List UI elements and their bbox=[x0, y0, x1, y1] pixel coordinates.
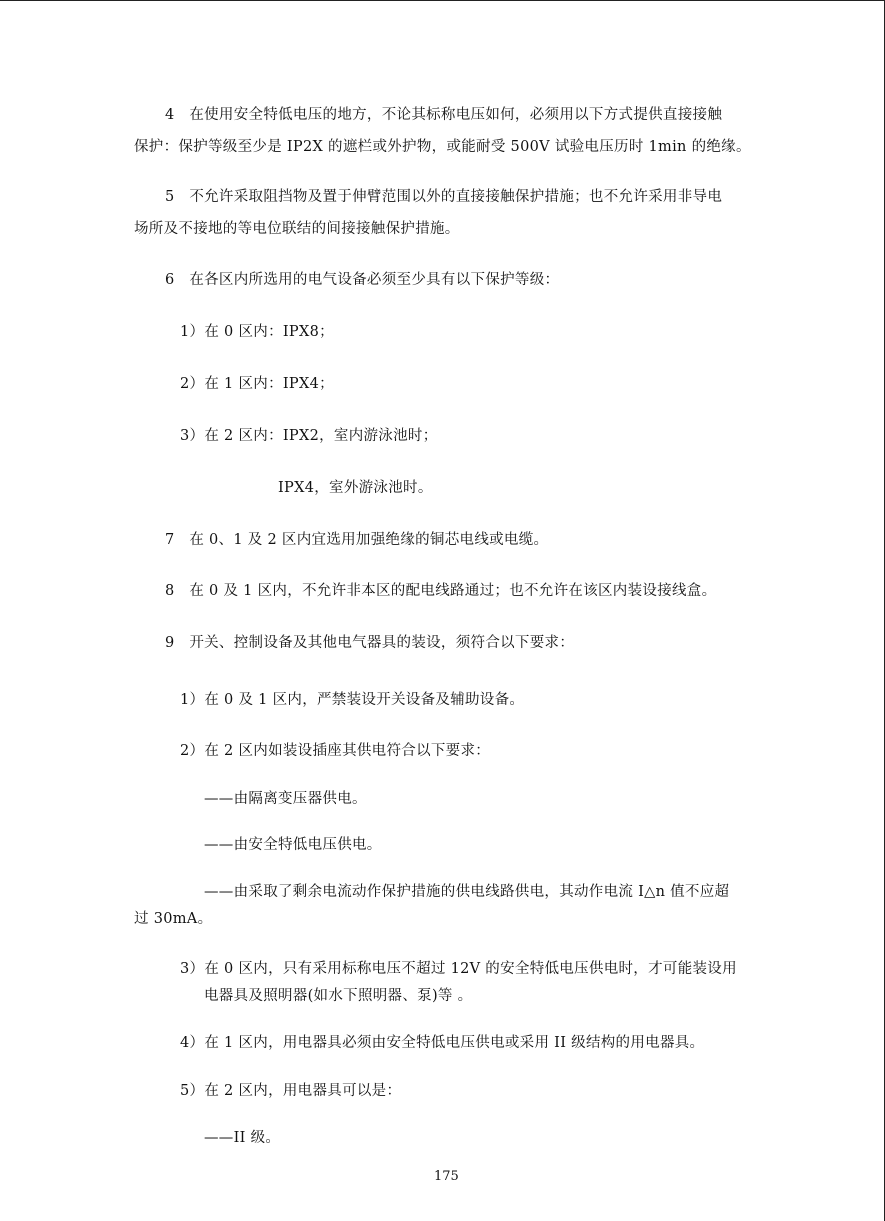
text-line: ——由采取了剩余电流动作保护措施的供电线路供电，其动作电流 I△n 值不应超 bbox=[204, 884, 730, 900]
text-line: 7 在 0、1 及 2 区内宜选用加强绝缘的铜芯电线或电缆。 bbox=[165, 532, 549, 548]
text-line: 1）在 0 及 1 区内，严禁装设开关设备及辅助设备。 bbox=[180, 692, 525, 708]
text-line: 4 在使用安全特低电压的地方，不论其标称电压如何，必须用以下方式提供直接接触 bbox=[165, 107, 723, 123]
text-line: 3）在 2 区内：IPX2，室内游泳池时； bbox=[180, 428, 438, 444]
text-line: 1）在 0 区内：IPX8； bbox=[180, 324, 334, 340]
text-line: 8 在 0 及 1 区内，不允许非本区的配电线路通过；也不允许在该区内装设接线盒。 bbox=[165, 583, 717, 599]
text-line: ——II 级。 bbox=[204, 1130, 281, 1146]
text-line: 5 不允许采取阻挡物及置于伸臂范围以外的直接接触保护措施；也不允许采用非导电 bbox=[165, 189, 723, 205]
text-line: 6 在各区内所选用的电气设备必须至少具有以下保护等级： bbox=[165, 272, 560, 288]
text-line: 场所及不接地的等电位联结的间接接触保护措施。 bbox=[134, 221, 460, 237]
text-line: 2）在 2 区内如装设插座其供电符合以下要求： bbox=[180, 743, 491, 759]
text-line: 2）在 1 区内：IPX4； bbox=[180, 376, 334, 392]
text-line: 过 30mA。 bbox=[134, 911, 213, 927]
text-line: 保护：保护等级至少是 IP2X 的遮栏或外护物，或能耐受 500V 试验电压历时 1min 的绝缘。 bbox=[134, 139, 751, 155]
text-line: ——由隔离变压器供电。 bbox=[204, 791, 367, 807]
text-line: 9 开关、控制设备及其他电气器具的装设，须符合以下要求： bbox=[165, 635, 575, 651]
text-line: 3）在 0 区内，只有采用标称电压不超过 12V 的安全特低电压供电时，才可能装设用 bbox=[180, 961, 737, 977]
page-number: 175 bbox=[434, 1169, 459, 1184]
text-line: IPX4，室外游泳池时。 bbox=[278, 480, 433, 496]
text-line: 电器具及照明器(如水下照明器、泵)等 。 bbox=[204, 988, 473, 1004]
text-line: ——由安全特低电压供电。 bbox=[204, 837, 382, 853]
text-line: 5）在 2 区内，用电器具可以是： bbox=[180, 1083, 402, 1099]
text-line: 4）在 1 区内，用电器具必须由安全特低电压供电或采用 II 级结构的用电器具。 bbox=[180, 1035, 705, 1051]
